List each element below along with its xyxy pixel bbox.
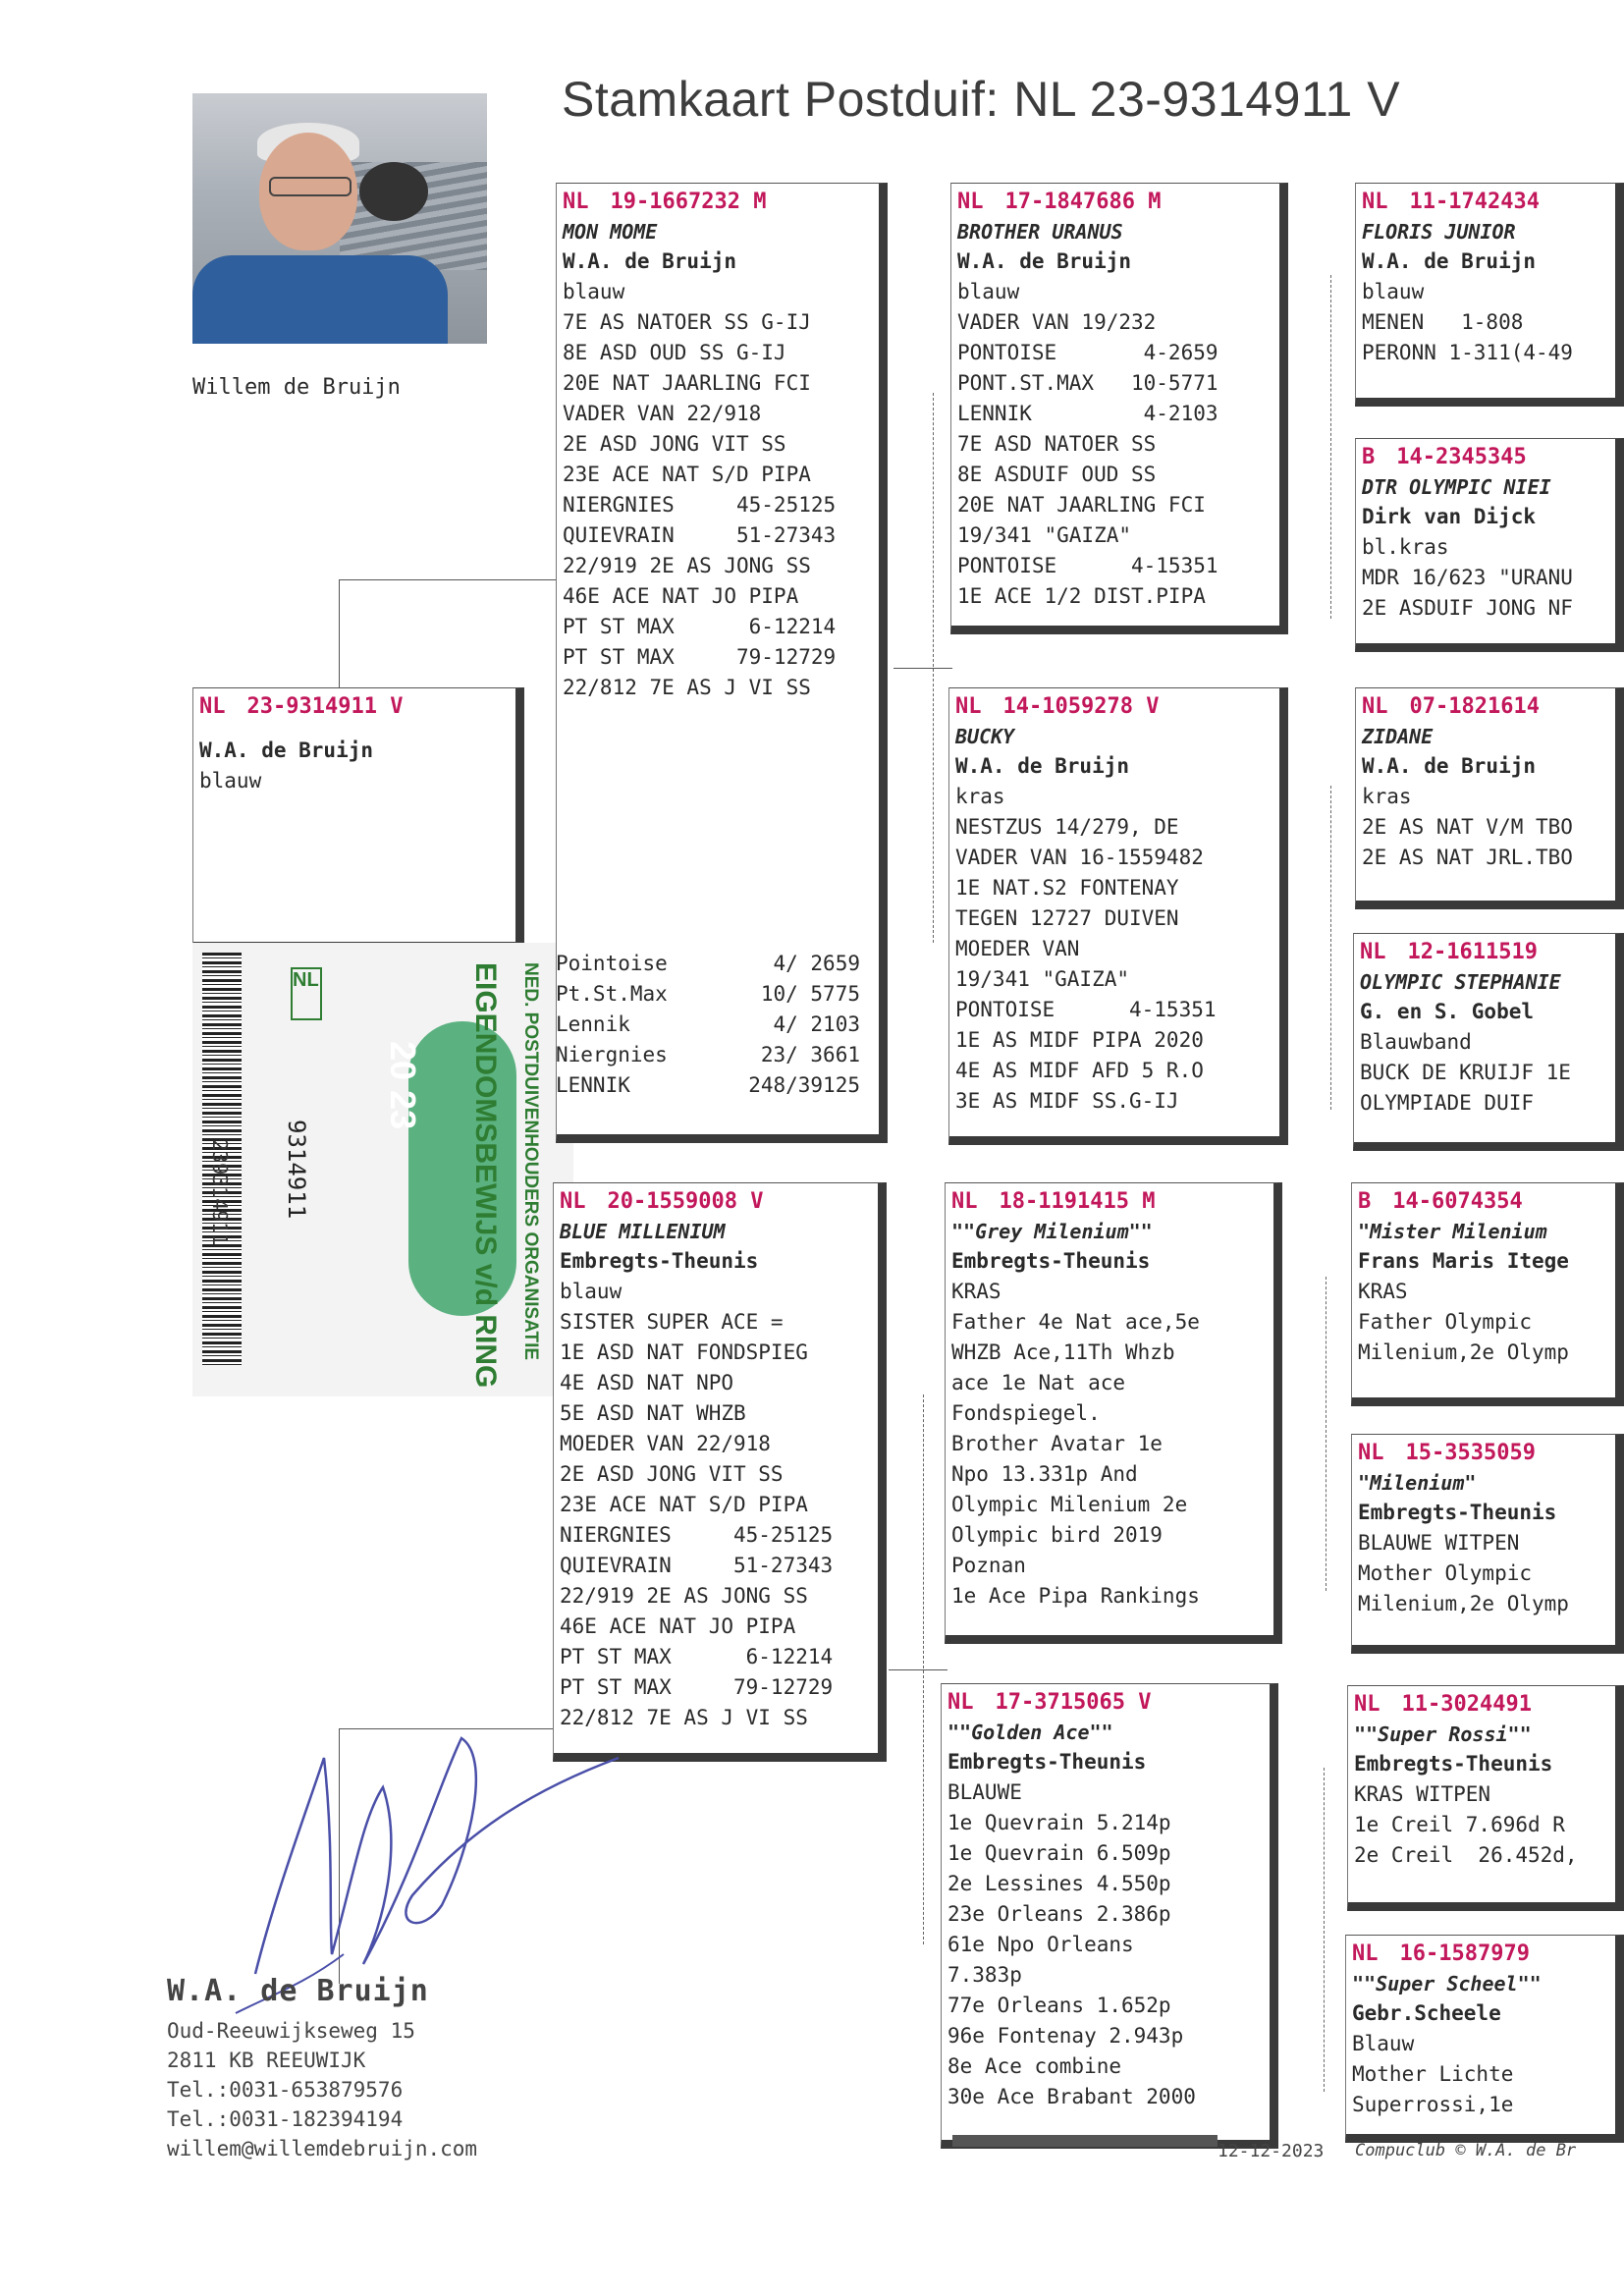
pedigree-line: 1e Ace Pipa Rankings — [951, 1584, 1200, 1608]
pedigree-line: Olympic Milenium 2e — [951, 1493, 1188, 1516]
pedigree-line: PONTOISE 4-2659 — [957, 341, 1218, 364]
pedigree-line: 8E ASDUIF OUD SS — [957, 463, 1157, 486]
cert-organisation: NED. POSTDUIVENHOUDERS ORGANISATIE — [520, 962, 541, 1361]
great-grandparent-name: "Mister Milenium — [1358, 1220, 1547, 1243]
result-row: Lennik 4/ 2103 — [556, 1012, 860, 1036]
pedigree-line: QUIEVRAIN 51-27343 — [560, 1554, 834, 1577]
grandparent-owner: W.A. de Bruijn — [957, 249, 1132, 273]
dam-name: BLUE MILLENIUM — [560, 1220, 726, 1243]
sire-owner: W.A. de Bruijn — [563, 249, 737, 273]
grandparent-ring: NL 14-1059278 V — [955, 694, 1160, 719]
great-grandparent-owner: Embregts-Theunis — [1354, 1752, 1553, 1776]
pedigree-line: 2E AS NAT JRL.TBO — [1362, 846, 1573, 869]
great-grandparent-ring: NL 11-1742434 — [1362, 190, 1540, 214]
great-grandparent-ring: NL 11-3024491 — [1354, 1692, 1532, 1717]
grandparent-card — [945, 1182, 1282, 1644]
pedigree-line: BUCK DE KRUIJF 1E — [1360, 1061, 1571, 1084]
pedigree-line: PONT.ST.MAX 10-5771 — [957, 371, 1218, 395]
owner-phone: Tel.:0031-653879576 — [167, 2078, 404, 2102]
owner-name: W.A. de Bruijn — [167, 1974, 429, 2008]
pedigree-line: 77e Orleans 1.652p — [947, 1994, 1171, 2017]
connector — [339, 579, 557, 580]
pedigree-line: 22/919 2E AS JONG SS — [563, 554, 811, 577]
great-grandparent-card — [1355, 438, 1624, 652]
result-row: Pt.St.Max 10/ 5775 — [556, 982, 860, 1006]
pedigree-line: 19/341 "GAIZA" — [955, 967, 1130, 991]
connector — [889, 1669, 947, 1670]
pedigree-line: 4E ASD NAT NPO — [560, 1371, 734, 1394]
sire-name: MON MOME — [563, 220, 658, 244]
grandparent-name: ""Golden Ace"" — [947, 1721, 1113, 1744]
pedigree-line: NESTZUS 14/279, DE — [955, 815, 1179, 839]
pedigree-line: PT ST MAX 79-12729 — [563, 645, 837, 669]
pedigree-line: ace 1e Nat ace — [951, 1371, 1126, 1394]
result-row: Pointoise 4/ 2659 — [556, 952, 860, 975]
great-grandparent-name: FLORIS JUNIOR — [1362, 220, 1516, 244]
pedigree-line: kras — [1362, 785, 1412, 808]
pedigree-line: 7E ASD NATOER SS — [957, 432, 1157, 456]
grandparent-owner: Embregts-Theunis — [951, 1249, 1151, 1273]
pedigree-line: 20E NAT JAARLING FCI — [957, 493, 1206, 517]
pedigree-line: MOEDER VAN — [955, 937, 1080, 960]
pedigree-line: Mother Lichte — [1352, 2062, 1514, 2086]
pedigree-line: KRAS — [1358, 1280, 1408, 1303]
great-grandparent-ring: NL 15-3535059 — [1358, 1441, 1536, 1465]
pedigree-line: 22/812 7E AS J VI SS — [563, 676, 811, 699]
owner-postal-city: 2811 KB REEUWIJK — [167, 2049, 366, 2072]
great-grandparent-card — [1345, 1935, 1624, 2143]
pedigree-line: NIERGNIES 45-25125 — [560, 1523, 834, 1547]
great-grandparent-name: "Milenium" — [1358, 1471, 1477, 1495]
pedigree-line: 1e Quevrain 6.509p — [947, 1841, 1171, 1865]
subject-owner: W.A. de Bruijn — [199, 738, 374, 762]
great-grandparent-name: ""Super Scheel"" — [1352, 1972, 1542, 1995]
pedigree-line: 23e Orleans 2.386p — [947, 1902, 1171, 1926]
pedigree-line: LENNIK 4-2103 — [957, 402, 1218, 425]
pedigree-line: KRAS WITPEN — [1354, 1782, 1491, 1806]
great-grandparent-owner: W.A. de Bruijn — [1362, 249, 1537, 273]
pedigree-line: Father Olympic — [1358, 1310, 1533, 1334]
pedigree-line: blauw — [957, 280, 1020, 303]
pedigree-line: blauw — [560, 1280, 623, 1303]
pedigree-line: Blauw — [1352, 2032, 1415, 2055]
pedigree-line: Npo 13.331p And — [951, 1462, 1138, 1486]
great-grandparent-owner: G. en S. Gobel — [1360, 1000, 1535, 1023]
ring-certificate — [192, 943, 573, 1396]
connector — [1330, 786, 1331, 1110]
owner-address: Oud-Reeuwijkseweg 15 — [167, 2019, 415, 2043]
pedigree-line: MOEDER VAN 22/918 — [560, 1432, 771, 1455]
great-grandparent-ring: NL 07-1821614 — [1362, 694, 1540, 719]
subject-ring: NL 23-9314911 V — [199, 694, 404, 719]
pedigree-line: TEGEN 12727 DUIVEN — [955, 906, 1179, 930]
great-grandparent-card — [1351, 1434, 1624, 1654]
pedigree-line: SISTER SUPER ACE = — [560, 1310, 784, 1334]
pedigree-line: 61e Npo Orleans — [947, 1933, 1134, 1956]
pedigree-line: PT ST MAX 6-12214 — [563, 615, 837, 638]
pedigree-line: 2E ASDUIF JONG NF — [1362, 596, 1573, 620]
pedigree-line: 20E NAT JAARLING FCI — [563, 371, 811, 395]
grandparent-name: ""Grey Milenium"" — [951, 1220, 1153, 1243]
great-grandparent-name: ZIDANE — [1362, 725, 1434, 748]
pedigree-line: 1E ASD NAT FONDSPIEG — [560, 1340, 808, 1364]
print-date: 12-12-2023 — [1218, 2141, 1325, 2161]
pedigree-line: QUIEVRAIN 51-27343 — [563, 523, 837, 547]
pedigree-line: blauw — [1362, 280, 1425, 303]
pedigree-line: PERONN 1-311(4-49 — [1362, 341, 1573, 364]
page-title: Stamkaart Postduif: NL 23-9314911 V — [562, 72, 1401, 127]
pedigree-line: 7E AS NATOER SS G-IJ — [563, 310, 811, 334]
grandparent-ring: NL 17-1847686 M — [957, 190, 1162, 214]
pedigree-line: kras — [955, 785, 1005, 808]
pedigree-line: blauw — [563, 280, 625, 303]
connector — [339, 579, 340, 697]
subject-color: blauw — [199, 769, 262, 793]
great-grandparent-owner: Embregts-Theunis — [1358, 1501, 1557, 1524]
pedigree-line: 1E AS MIDF PIPA 2020 — [955, 1028, 1204, 1052]
pedigree-line: 19/341 "GAIZA" — [957, 523, 1132, 547]
owner-photo — [192, 93, 487, 344]
pedigree-line: 1e Quevrain 5.214p — [947, 1811, 1171, 1834]
connector — [1330, 275, 1331, 619]
pedigree-line: VADER VAN 22/918 — [563, 402, 762, 425]
result-row: Niergnies 23/ 3661 — [556, 1043, 860, 1066]
great-grandparent-owner: Dirk van Dijck — [1362, 505, 1537, 528]
copyright-notice: Compuclub © W.A. de Br — [1355, 2141, 1577, 2160]
pedigree-line: PONTOISE 4-15351 — [957, 554, 1218, 577]
pedigree-line: 30e Ace Brabant 2000 — [947, 2085, 1196, 2108]
great-grandparent-name: DTR OLYMPIC NIEI — [1362, 475, 1551, 499]
grandparent-owner: W.A. de Bruijn — [955, 754, 1130, 778]
pedigree-line: PT ST MAX 79-12729 — [560, 1675, 834, 1699]
photo-caption: Willem de Bruijn — [192, 375, 401, 400]
dam-card — [553, 1182, 887, 1762]
pedigree-line: 7.383p — [947, 1963, 1022, 1987]
pedigree-line: 96e Fontenay 2.943p — [947, 2024, 1184, 2048]
great-grandparent-name: ""Super Rossi"" — [1354, 1722, 1532, 1746]
pedigree-line: Olympic bird 2019 — [951, 1523, 1163, 1547]
cert-ring-number: 9314911 — [283, 1120, 310, 1220]
footer-bar — [952, 2135, 1218, 2147]
owner-contact — [167, 1974, 477, 2163]
pedigree-line: Milenium,2e Olymp — [1358, 1340, 1569, 1364]
subject-card — [192, 687, 524, 951]
result-row: LENNIK 248/39125 — [556, 1073, 860, 1097]
great-grandparent-ring: NL 12-1611519 — [1360, 940, 1538, 964]
pedigree-line: 23E ACE NAT S/D PIPA — [560, 1493, 808, 1516]
pedigree-line: 1E NAT.S2 FONTENAY — [955, 876, 1179, 900]
owner-email: willem@willemdebruijn.com — [167, 2137, 478, 2160]
pedigree-line: 23E ACE NAT S/D PIPA — [563, 463, 811, 486]
pedigree-line: BLAUWE WITPEN — [1358, 1531, 1520, 1555]
great-grandparent-owner: Frans Maris Itege — [1358, 1249, 1569, 1273]
grandparent-card — [941, 1683, 1278, 2149]
connector — [1324, 1768, 1325, 2092]
pedigree-line: BLAUWE — [947, 1780, 1022, 1804]
grandparent-card — [950, 183, 1288, 634]
pedigree-line: VADER VAN 16-1559482 — [955, 846, 1204, 869]
great-grandparent-owner: Gebr.Scheele — [1352, 2001, 1501, 2025]
pedigree-line: Milenium,2e Olymp — [1358, 1592, 1569, 1615]
pedigree-line: 46E ACE NAT JO PIPA — [560, 1614, 796, 1638]
connector — [893, 668, 952, 669]
great-grandparent-card — [1347, 1685, 1624, 1911]
pedigree-line: KRAS — [951, 1280, 1001, 1303]
great-grandparent-card — [1355, 183, 1624, 407]
great-grandparent-card — [1355, 687, 1624, 909]
dam-ring: NL 20-1559008 V — [560, 1189, 764, 1214]
pedigree-line: 2e Creil 26.452d, — [1354, 1843, 1578, 1867]
pedigree-line: 2E ASD JONG VIT SS — [563, 432, 786, 456]
pedigree-line: bl.kras — [1362, 535, 1449, 559]
grandparent-card — [948, 687, 1288, 1145]
pedigree-line: 2E ASD JONG VIT SS — [560, 1462, 784, 1486]
grandparent-ring: NL 17-3715065 V — [947, 1690, 1152, 1715]
dam-owner: Embregts-Theunis — [560, 1249, 759, 1273]
great-grandparent-ring: B 14-6074354 — [1358, 1189, 1523, 1214]
grandparent-ring: NL 18-1191415 M — [951, 1189, 1156, 1214]
owner-phone: Tel.:0031-182394194 — [167, 2107, 404, 2131]
pedigree-line: 2E AS NAT V/M TBO — [1362, 815, 1573, 839]
pedigree-line: MENEN 1-808 — [1362, 310, 1524, 334]
pedigree-line: 3E AS MIDF SS.G-IJ — [955, 1089, 1179, 1113]
pedigree-line: 5E ASD NAT WHZB — [560, 1401, 746, 1425]
pedigree-line: OLYMPIADE DUIF — [1360, 1091, 1535, 1115]
cert-country: NL — [291, 967, 322, 1020]
pedigree-line: WHZB Ace,11Th Whzb — [951, 1340, 1175, 1364]
great-grandparent-name: OLYMPIC STEPHANIE — [1360, 970, 1561, 994]
sire-results — [556, 949, 860, 1101]
pedigree-line: 8e Ace combine — [947, 2054, 1122, 2078]
pedigree-line: Fondspiegel. — [951, 1401, 1101, 1425]
pedigree-line: PONTOISE 4-15351 — [955, 998, 1217, 1021]
pedigree-line: 1E ACE 1/2 DIST.PIPA — [957, 584, 1206, 608]
pedigree-line: MDR 16/623 "URANU — [1362, 566, 1573, 589]
great-grandparent-ring: NL 16-1587979 — [1352, 1941, 1530, 1966]
pedigree-line: VADER VAN 19/232 — [957, 310, 1157, 334]
pedigree-line: PT ST MAX 6-12214 — [560, 1645, 834, 1668]
pedigree-line: Poznan — [951, 1554, 1026, 1577]
barcode-number: 239314911 — [208, 1139, 232, 1246]
cert-year: 20 23 — [383, 1041, 423, 1130]
pedigree-line: 2e Lessines 4.550p — [947, 1872, 1171, 1895]
pedigree-line: NIERGNIES 45-25125 — [563, 493, 837, 517]
pedigree-line: Mother Olympic — [1358, 1561, 1533, 1585]
pedigree-line: 4E AS MIDF AFD 5 R.O — [955, 1059, 1204, 1082]
sire-ring: NL 19-1667232 M — [563, 190, 767, 214]
grandparent-name: BUCKY — [955, 725, 1015, 748]
great-grandparent-ring: B 14-2345345 — [1362, 445, 1527, 469]
cert-document-title: EIGENDOMSBEWIJS v/d RING — [469, 962, 502, 1389]
pedigree-line: Brother Avatar 1e — [951, 1432, 1163, 1455]
grandparent-owner: Embregts-Theunis — [947, 1750, 1147, 1774]
pedigree-line: Blauwband — [1360, 1030, 1472, 1054]
pedigree-line: 8E ASD OUD SS G-IJ — [563, 341, 786, 364]
pedigree-line: Father 4e Nat ace,5e — [951, 1310, 1200, 1334]
great-grandparent-card — [1353, 933, 1624, 1151]
pedigree-line: 1e Creil 7.696d R — [1354, 1813, 1565, 1836]
great-grandparent-card — [1351, 1182, 1624, 1406]
pedigree-line: 22/919 2E AS JONG SS — [560, 1584, 808, 1608]
great-grandparent-owner: W.A. de Bruijn — [1362, 754, 1537, 778]
grandparent-name: BROTHER URANUS — [957, 220, 1123, 244]
pedigree-line: 46E ACE NAT JO PIPA — [563, 584, 799, 608]
pedigree-line: 22/812 7E AS J VI SS — [560, 1706, 808, 1729]
pedigree-line: Superrossi,1e — [1352, 2093, 1514, 2116]
